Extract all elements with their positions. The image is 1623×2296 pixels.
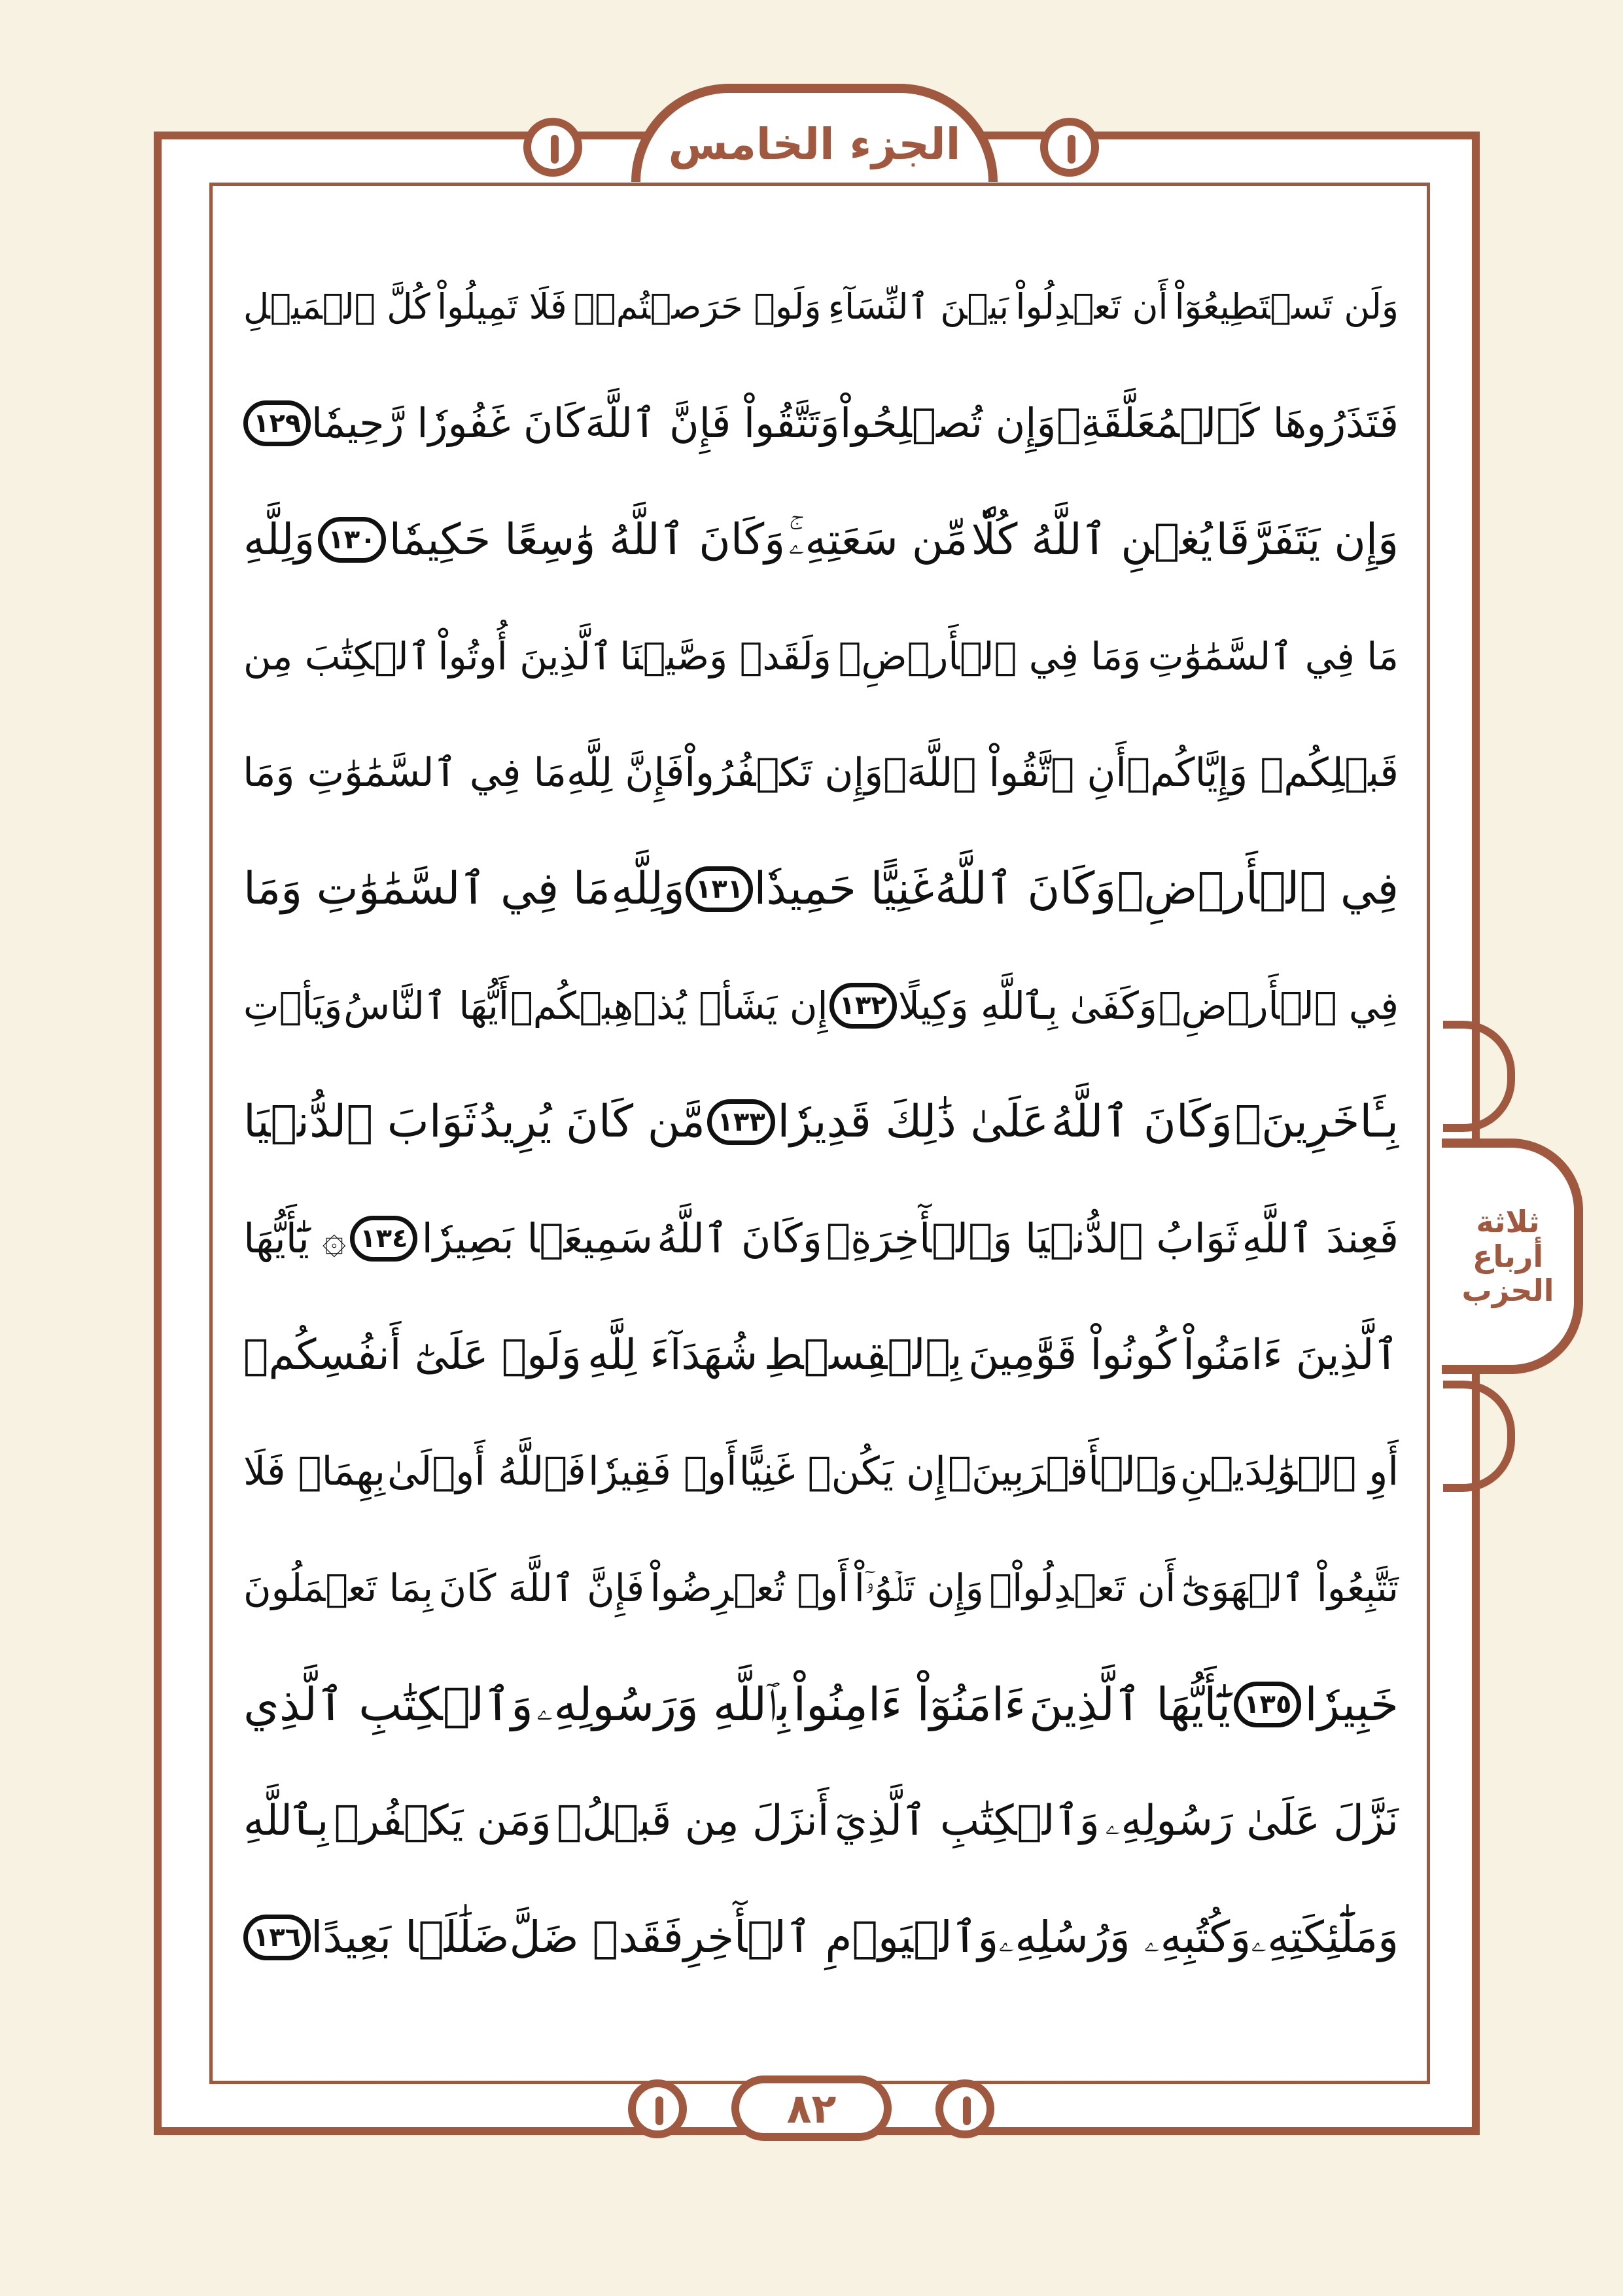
text-line [243, 598, 1399, 715]
verse-text: مَا فِي ٱلسَّمَٰوَٰتِ وَمَا [243, 750, 567, 796]
verse-text: بَيۡنَ ٱلنِّسَآءِ [828, 286, 1009, 327]
verse-text: عَلَىٰ ذَٰلِكَ قَدِيرٗا [777, 1096, 1049, 1148]
text-line [243, 1413, 1399, 1530]
ayah-number-marker: ١٣٠ [318, 517, 385, 563]
verse-text: فَلَا تَمِيلُواْ [437, 286, 567, 327]
verse-text: ثَوَابَ ٱلدُّنۡيَا [243, 1096, 477, 1148]
verse-text: مَا فِي ٱلسَّمَٰوَٰتِ [1147, 634, 1399, 679]
verse-text: وَمَلَٰٓئِكَتِهِۦ [1251, 1912, 1399, 1962]
footer-ornament-right [935, 2079, 994, 2138]
verse-text: وَلَوۡ عَلَىٰٓ أَنفُسِكُمۡ [243, 1331, 582, 1379]
verse-text: أَوۡ فَقِيرٗا [588, 1449, 737, 1494]
verse-text: وَمَن يَكۡفُرۡ [334, 1797, 551, 1845]
text-line [243, 482, 1399, 598]
verse-text: وَمَا فِي ٱلۡأَرۡضِۗ [838, 634, 1142, 679]
verse-text: فِي ٱلۡأَرۡضِۚ [1117, 863, 1399, 915]
hizb-ornament-top [1443, 1021, 1515, 1132]
verse-text: سَمِيعَۢا بَصِيرٗا [421, 1214, 653, 1262]
verse-text: مَا فِي ٱلسَّمَٰوَٰتِ وَمَا [243, 863, 610, 915]
verse-text: فَعِندَ ٱللَّهِ [1242, 1214, 1399, 1262]
juz-title: الجزء الخامس [668, 118, 961, 169]
verse-text: فَإِنَّ لِلَّهِ [566, 750, 685, 796]
ayah-number-marker: ١٣٤ [350, 1216, 417, 1262]
verse-text: يَٰٓأَيُّهَا ٱلَّذِينَ [1029, 1678, 1231, 1731]
verse-text: وَإِن تَلۡوُۥٓاْ [854, 1566, 984, 1610]
ayah-number-marker: ١٣٦ [243, 1915, 311, 1960]
verse-text: فَإِنَّ ٱللَّهَ كَانَ [438, 1566, 645, 1610]
verse-text: فَقَدۡ ضَلَّ [509, 1912, 684, 1962]
verse-text: وَلَوۡ حَرَصۡتُمۡۖ [573, 286, 822, 327]
verse-text: وَإِن تَكۡفُرُواْ [684, 750, 884, 796]
verse-text: ٱلَّذِينَ أُوتُواْ [438, 634, 613, 679]
verse-text: بِٱللَّهِ [243, 1797, 329, 1845]
verse-text: بِمَا تَعۡمَلُونَ [243, 1566, 433, 1610]
verse-text: ضَلَٰلَۢا بَعِيدًا [311, 1912, 510, 1962]
quran-text [243, 249, 1399, 1996]
verse-text: وَكَانَ ٱللَّهُ [657, 1214, 822, 1262]
verse-text: إِن يَشَأۡ يُذۡهِبۡكُمۡ [510, 983, 828, 1028]
verse-text: قَبۡلِكُمۡ وَإِيَّاكُمۡ [1126, 750, 1399, 796]
verse-text: بِٱلۡقِسۡطِ [763, 1331, 962, 1379]
verse-text: وَٱلۡكِتَٰبِ ٱلَّذِيٓ [834, 1797, 1100, 1845]
page-number-box [731, 2075, 892, 2141]
hizb-ornament-bottom [1443, 1381, 1515, 1492]
verse-text: وَلِلَّهِ [243, 514, 315, 565]
verse-text: وَكَانَ ٱللَّهُ وَٰسِعًا حَكِيمٗا [389, 514, 786, 565]
text-line [243, 1763, 1399, 1879]
verse-text: ۞ يَٰٓأَيُّهَا [243, 1214, 346, 1262]
verse-text: وَكُتُبِهِۦ وَرُسُلِهِۦ [998, 1912, 1251, 1962]
text-line [243, 1064, 1399, 1180]
verse-text: وَٱلۡأَقۡرَبِينَۚ [947, 1449, 1178, 1494]
text-line [243, 1646, 1399, 1763]
text-line [243, 249, 1399, 365]
verse-text: أَن تَعۡدِلُواْ [1015, 286, 1168, 327]
verse-text: تَتَّبِعُواْ ٱلۡهَوَىٰٓ [1181, 1566, 1399, 1610]
verse-text: يُغۡنِ ٱللَّهُ كُلّٗا [971, 514, 1213, 565]
verse-text: وَلِلَّهِ [611, 863, 685, 915]
verse-text: ٱلَّذِينَ ءَامَنُواْ [1183, 1331, 1399, 1379]
hizb-marker [1442, 1139, 1583, 1374]
footer-ornament-left [628, 2079, 687, 2138]
ayah-number-marker: ١٣١ [686, 866, 753, 912]
verse-text: أَنِ ٱتَّقُواْ ٱللَّهَۚ [883, 750, 1127, 796]
text-line [243, 1530, 1399, 1646]
verse-text: وَكَانَ ٱللَّهُ [935, 863, 1117, 915]
verse-text: فِي ٱلۡأَرۡضِۚ [1158, 983, 1399, 1028]
verse-text: بِهِمَاۖ فَلَا [243, 1449, 385, 1494]
juz-header [631, 84, 998, 182]
page-number: ٨٢ [786, 2084, 837, 2132]
verse-text: وَلَقَدۡ وَصَّيۡنَا [620, 634, 831, 679]
text-line [243, 715, 1399, 831]
verse-text: وَٱلۡيَوۡمِ ٱلۡأٓخِرِ [683, 1912, 999, 1962]
text-line [243, 947, 1399, 1064]
verse-text: مِّن سَعَتِهِۦۚ [788, 514, 968, 565]
verse-text: خَبِيرٗا [1304, 1678, 1399, 1731]
text-line [243, 1297, 1399, 1413]
text-line [243, 365, 1399, 482]
verse-text: وَتَتَّقُواْ فَإِنَّ ٱللَّهَ [585, 399, 840, 447]
ayah-number-marker: ١٢٩ [243, 400, 311, 446]
verse-text: أَوِ ٱلۡوَٰلِدَيۡنِ [1179, 1449, 1399, 1494]
verse-text: أَيُّهَا ٱلنَّاسُ [343, 983, 509, 1028]
ayah-number-marker: ١٣٥ [1234, 1682, 1301, 1727]
text-line [243, 1180, 1399, 1297]
verse-text: وَإِن يَتَفَرَّقَا [1215, 514, 1399, 565]
verse-text: كُونُواْ قَوَّٰمِينَ [968, 1331, 1177, 1379]
hizb-marker-text: ثلاثة أرباع الحزب [1461, 1203, 1554, 1309]
verse-text: فَٱللَّهُ أَوۡلَىٰ [387, 1449, 586, 1494]
verse-text: شُهَدَآءَ لِلَّهِ [587, 1331, 758, 1379]
verse-text: وَيَأۡتِ [243, 983, 343, 1028]
verse-text: وَٱلۡكِتَٰبِ ٱلَّذِي [243, 1678, 533, 1731]
verse-text: ثَوَابُ ٱلدُّنۡيَا وَٱلۡأٓخِرَةِۚ [826, 1214, 1238, 1262]
verse-text: بِـَٔاخَرِينَۚ [1234, 1096, 1399, 1148]
verse-text: وَكَانَ ٱللَّهُ [1051, 1096, 1232, 1148]
verse-text: ءَامَنُوٓاْ ءَامِنُواْ [793, 1678, 1026, 1731]
ayah-number-marker: ١٣٢ [829, 983, 897, 1029]
verse-text: غَنِيًّا حَمِيدٗا [754, 863, 934, 915]
verse-text: أَنزَلَ مِن قَبۡلُۚ [557, 1797, 829, 1845]
verse-text: وَكَفَىٰ بِٱللَّهِ وَكِيلًا [898, 983, 1157, 1028]
verse-text: فَتَذَرُوهَا كَٱلۡمُعَلَّقَةِۚ [1056, 399, 1399, 447]
text-line [243, 1879, 1399, 1996]
verse-text: كُلَّ ٱلۡمَيۡلِ [243, 286, 430, 327]
ayah-number-marker: ١٣٣ [707, 1099, 775, 1145]
verse-text: كَانَ غَفُورٗا رَّحِيمٗا [311, 399, 585, 447]
verse-text: أَوۡ تُعۡرِضُواْ [650, 1566, 849, 1610]
verse-text: أَن تَعۡدِلُواْۚ [989, 1566, 1176, 1610]
verse-text: نَزَّلَ عَلَىٰ رَسُولِهِۦ [1105, 1797, 1399, 1845]
verse-text: مَّن كَانَ يُرِيدُ [479, 1096, 705, 1148]
verse-text: ٱلۡكِتَٰبَ مِن [243, 634, 431, 679]
verse-text: وَلَن تَسۡتَطِيعُوٓاْ [1174, 286, 1399, 327]
verse-text: إِن يَكُنۡ غَنِيًّا [739, 1449, 946, 1494]
header-ornament-right [1040, 118, 1099, 177]
verse-text: وَإِن تُصۡلِحُواْ [840, 399, 1056, 447]
text-line [243, 831, 1399, 947]
header-ornament-left [523, 118, 582, 177]
verse-text: بِٱللَّهِ وَرَسُولِهِۦ [536, 1678, 790, 1731]
